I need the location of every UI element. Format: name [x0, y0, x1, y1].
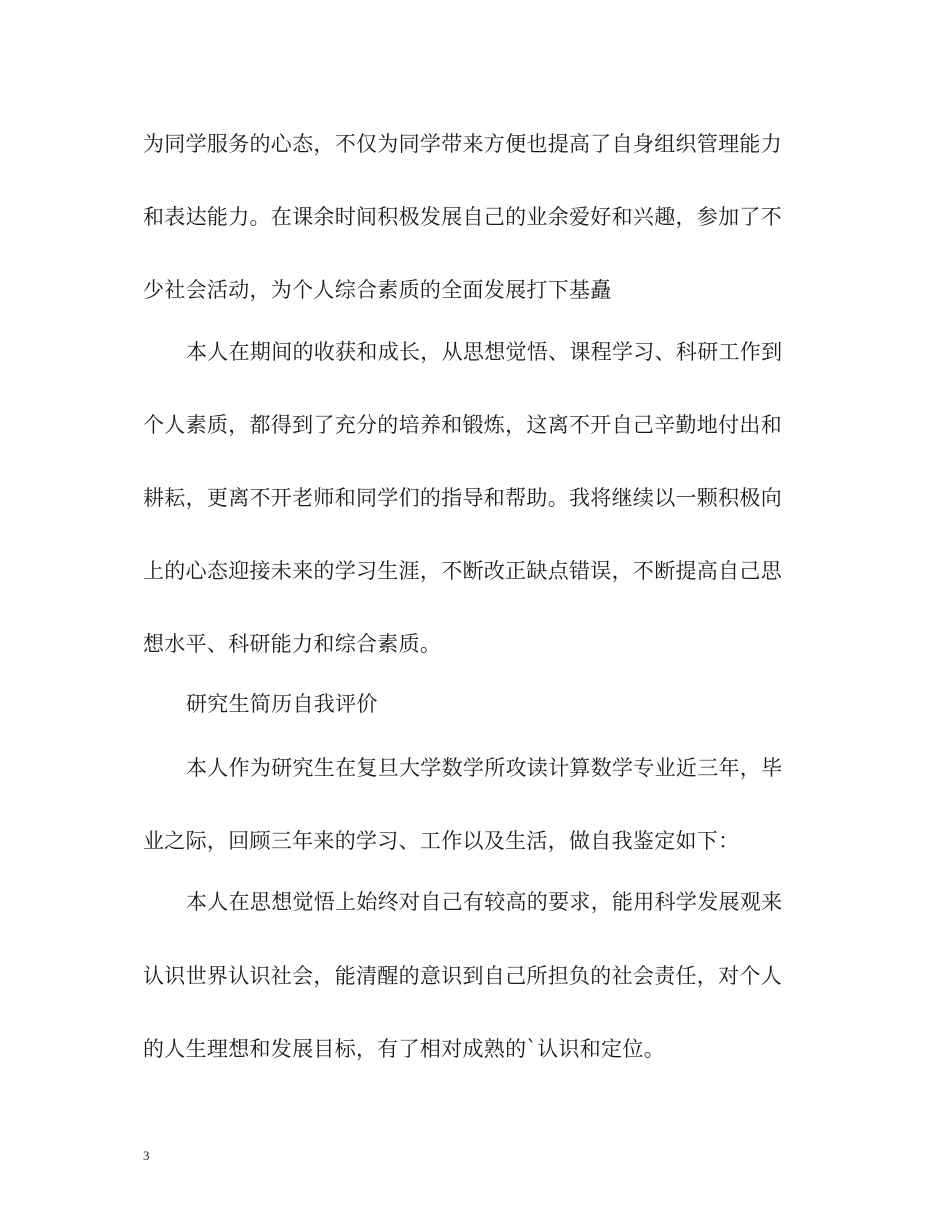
text-line-3: 少社会活动，为个人综合素质的全面发展打下基矗: [143, 278, 612, 302]
text-line-11: 业之际，回顾三年来的学习、工作以及生活，做自我鉴定如下：: [143, 829, 740, 853]
text-line-13: 认识世界认识社会，能清醒的意识到自己所担负的社会责任，对个人: [143, 964, 782, 988]
text-line-7: 上的心态迎接未来的学习生涯，不断改正缺点错误，不断提高自己思: [143, 559, 782, 583]
paragraph-start-line: 本人在期间的收获和成长，从思想觉悟、课程学习、科研工作到: [186, 340, 783, 364]
section-heading: 研究生简历自我评价: [186, 692, 378, 716]
text-line-2: 和表达能力。在课余时间积极发展自己的业余爱好和兴趣，参加了不: [143, 205, 782, 229]
text-line-8: 想水平、科研能力和综合素质。: [143, 632, 442, 656]
text-line-14: 的人生理想和发展目标，有了相对成熟的`认识和定位。: [143, 1037, 665, 1061]
text-line-1: 为同学服务的心态，不仅为同学带来方便也提高了自身组织管理能力: [143, 132, 782, 156]
text-line-5: 个人素质，都得到了充分的培养和锻炼，这离不开自己辛勤地付出和: [143, 413, 782, 437]
page-number: 3: [143, 1148, 150, 1163]
paragraph-start-line: 本人作为研究生在复旦大学数学所攻读计算数学专业近三年，毕: [186, 756, 783, 780]
text-line-6: 耕耘，更离不开老师和同学们的指导和帮助。我将继续以一颗积极向: [143, 486, 782, 510]
paragraph-start-line: 本人在思想觉悟上始终对自己有较高的要求，能用科学发展观来: [186, 890, 783, 914]
